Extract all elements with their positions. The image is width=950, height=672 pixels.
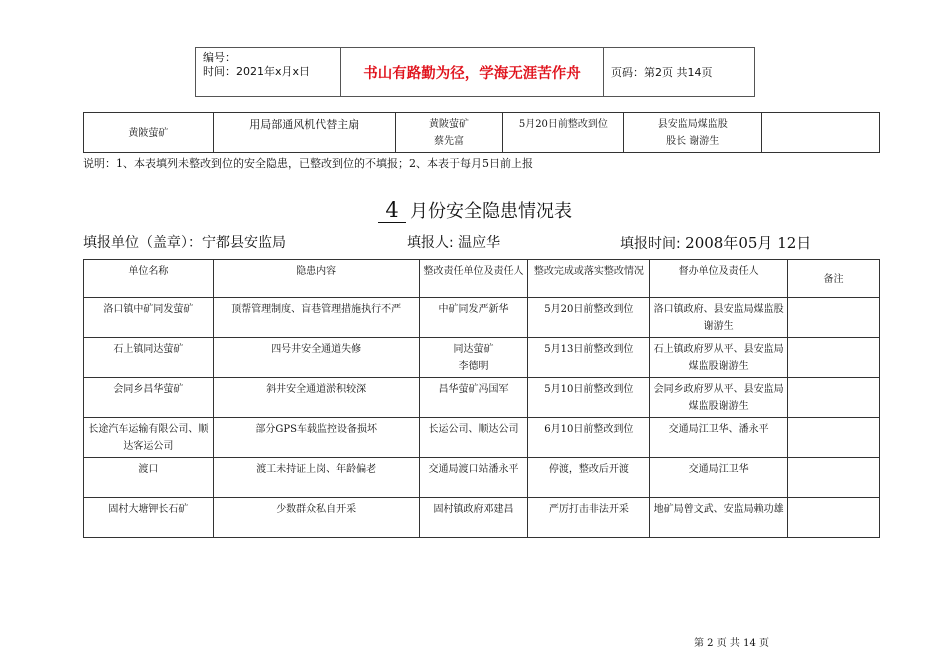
supervisor-cell: 地矿局曾文武、安监局赖功雄	[650, 498, 788, 538]
header-status: 整改完成或落实整改情况	[528, 260, 650, 298]
note-text: 说明：1、本表填列未整改到位的安全隐患，已整改到位的不填报；2、本表于每月5日前上报	[83, 157, 533, 170]
hazard-cell: 用局部通风机代替主扇	[213, 113, 395, 153]
unit-value: 宁都县安监局	[202, 235, 286, 251]
page-footer: 第 2 页 共 14 页	[694, 638, 769, 649]
title-text: 月份安全隐患情况表	[410, 201, 572, 222]
unit-cell: 固村大塘钾长石矿	[84, 498, 214, 538]
time-label-fill: 填报时间:	[620, 236, 681, 252]
supervisor-cell: 会同乡政府罗从平、县安监局煤监股谢游生	[650, 378, 788, 418]
header-responsible: 整改责任单位及责任人	[419, 260, 528, 298]
code-label: 编号：	[203, 51, 236, 64]
status-cell: 5月20日前整改到位	[528, 298, 650, 338]
motto: 书山有路勤为径，学海无涯苦作舟	[341, 48, 604, 96]
responsible-cell: 中矿同发严新华	[419, 298, 528, 338]
table-row	[84, 418, 880, 458]
unit-cell: 石上镇同达萤矿	[84, 338, 214, 378]
fill-person	[407, 232, 500, 252]
hazard-cell: 渡工未持证上岗、年龄偏老	[213, 458, 419, 498]
page-title	[0, 197, 950, 223]
status-cell: 停渡，整改后开渡	[528, 458, 650, 498]
status-cell: 6月10日前整改到位	[528, 418, 650, 458]
remark-cell	[788, 378, 880, 418]
header-supervisor: 督办单位及责任人	[650, 260, 788, 298]
table-row	[84, 113, 880, 153]
status-cell: 严厉打击非法开采	[528, 498, 650, 538]
title-month: 4	[378, 198, 406, 223]
unit-cell: 渡口	[84, 458, 214, 498]
responsible-cell: 同达萤矿 李德明	[419, 338, 528, 378]
responsible-cell: 黄陂萤矿 蔡先富	[395, 113, 503, 153]
remark-cell	[762, 113, 880, 153]
supervisor-cell: 洛口镇政府、县安监局煤监股谢游生	[650, 298, 788, 338]
unit-cell: 洛口镇中矿同发萤矿	[84, 298, 214, 338]
remark-cell	[788, 418, 880, 458]
table-row	[84, 458, 880, 498]
remark-cell	[788, 498, 880, 538]
remark-cell	[788, 458, 880, 498]
fill-time	[620, 232, 811, 253]
table-row	[84, 378, 880, 418]
time-label: 时间：2021年x月x日	[203, 65, 311, 78]
supervisor-cell: 县安监局煤监股 股长 谢游生	[624, 113, 762, 153]
supervisor-cell: 交通局江卫华、潘永平	[650, 418, 788, 458]
status-cell: 5月13日前整改到位	[528, 338, 650, 378]
responsible-cell: 固村镇政府邓建昌	[419, 498, 528, 538]
remark-cell	[788, 338, 880, 378]
table-row	[84, 338, 880, 378]
unit-cell: 黄陂萤矿	[84, 113, 214, 153]
table-row	[84, 298, 880, 338]
person-value: 温应华	[458, 235, 501, 251]
document-header	[195, 47, 755, 97]
header-remark: 备注	[788, 260, 880, 298]
header-hazard: 隐患内容	[213, 260, 419, 298]
responsible-cell: 交通局渡口站潘永平	[419, 458, 528, 498]
hazard-table	[83, 259, 880, 538]
hazard-cell: 四号井安全通道失修	[213, 338, 419, 378]
status-cell: 5月10日前整改到位	[528, 378, 650, 418]
responsible-cell: 昌华萤矿冯国军	[419, 378, 528, 418]
table-row	[84, 498, 880, 538]
continuation-table	[83, 112, 880, 153]
fill-unit	[83, 232, 286, 252]
hazard-cell: 顶帮管理制度、盲巷管理措施执行不严	[213, 298, 419, 338]
hazard-cell: 斜井安全通道淤积较深	[213, 378, 419, 418]
page-label: 页码：第2页 共14页	[611, 66, 713, 79]
time-value: 2008年05月 12日	[685, 234, 812, 252]
remark-cell	[788, 298, 880, 338]
header-unit: 单位名称	[84, 260, 214, 298]
hazard-cell: 部分GPS车载监控设备损坏	[213, 418, 419, 458]
status-cell: 5月20日前整改到位	[503, 113, 624, 153]
supervisor-cell: 交通局江卫华	[650, 458, 788, 498]
table-header-row	[84, 260, 880, 298]
unit-label: 填报单位（盖章）：	[83, 235, 202, 251]
hazard-cell: 少数群众私自开采	[213, 498, 419, 538]
header-meta	[196, 48, 341, 96]
unit-cell: 长途汽车运输有限公司、顺达客运公司	[84, 418, 214, 458]
person-label: 填报人:	[407, 235, 454, 251]
supervisor-cell: 石上镇政府罗从平、县安监局煤监股谢游生	[650, 338, 788, 378]
unit-cell: 会同乡昌华萤矿	[84, 378, 214, 418]
responsible-cell: 长运公司、顺达公司	[419, 418, 528, 458]
